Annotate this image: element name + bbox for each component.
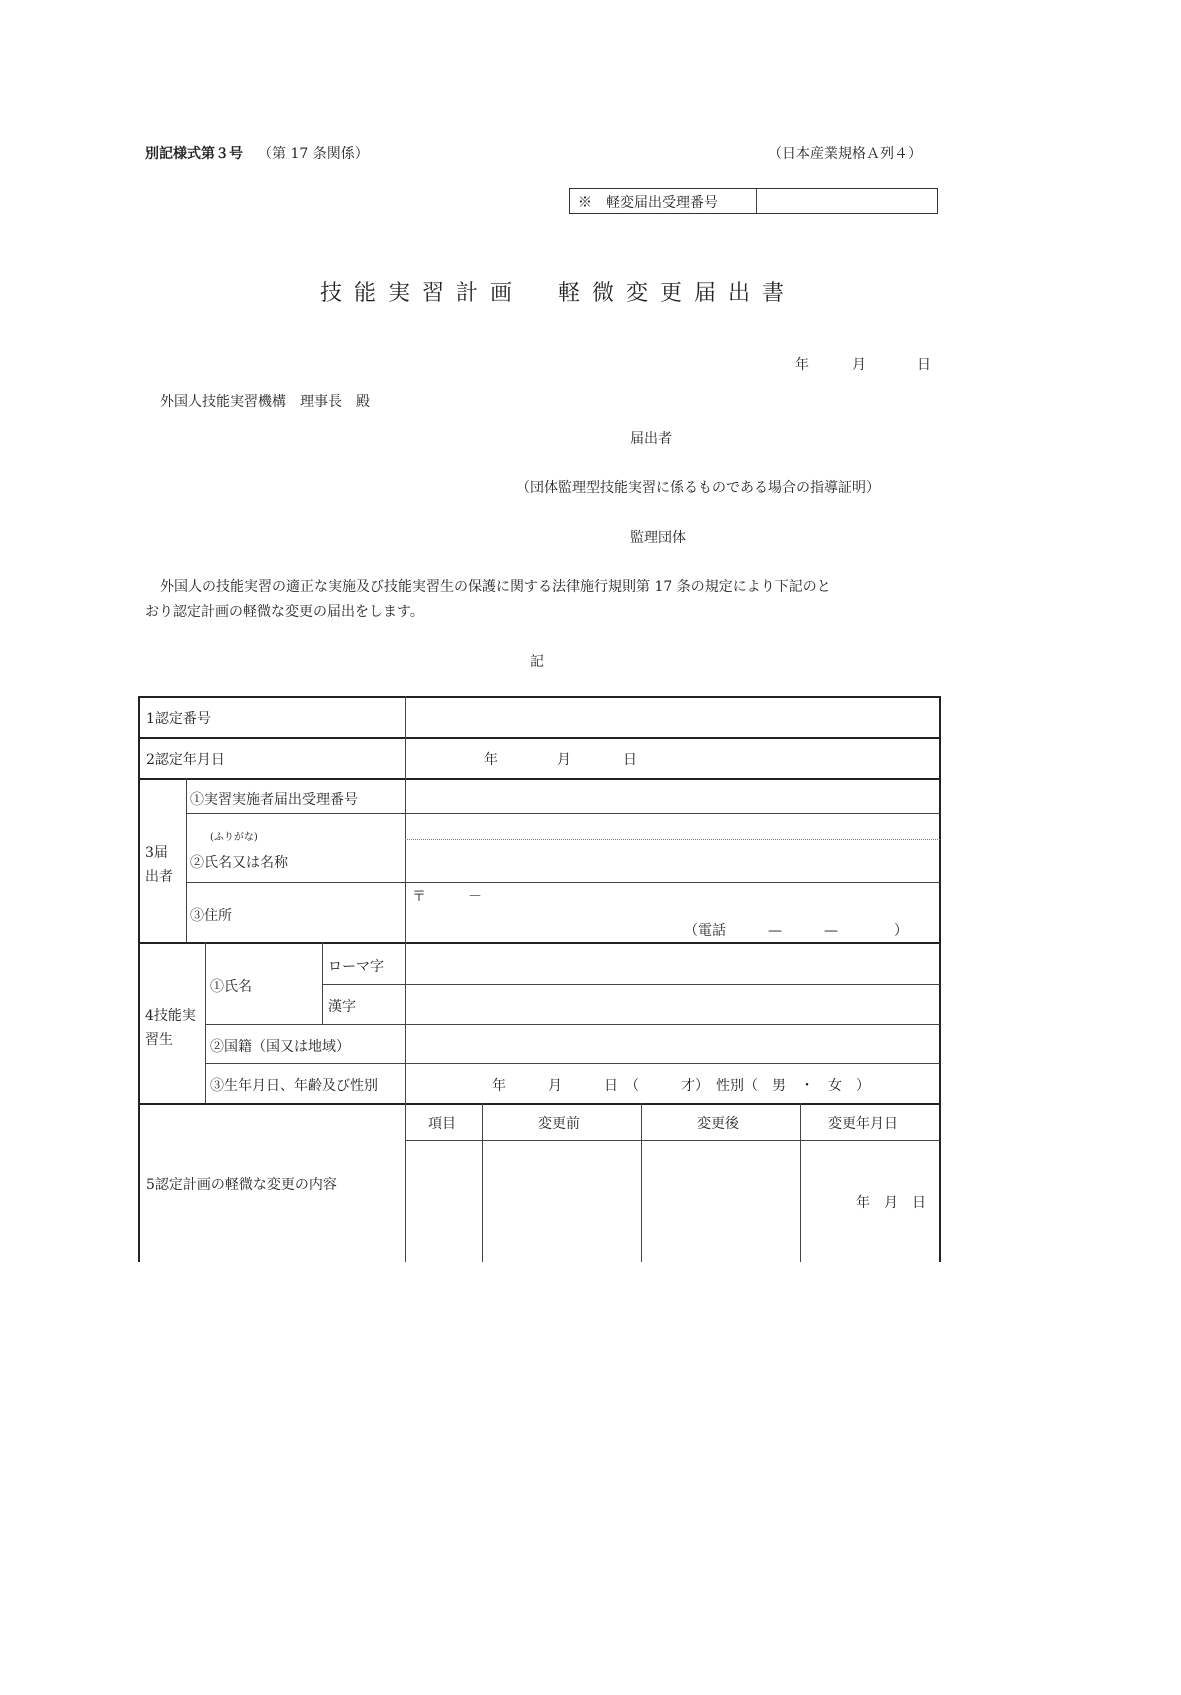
- col-header-change-date: 変更年月日: [828, 1116, 898, 1132]
- cert-date-month: 月: [557, 752, 571, 768]
- document-title: 技能実習計画 軽微変更届出書: [320, 281, 797, 306]
- label-nationality: ②国籍（国又は地域）: [210, 1039, 350, 1055]
- form-number: 別記様式第３号: [145, 146, 243, 162]
- label-kanji: 漢字: [328, 999, 356, 1015]
- cert-date-year: 年: [484, 752, 498, 768]
- postal-code: 〒 －: [412, 889, 482, 905]
- row-label-certification-date: 2認定年月日: [146, 752, 225, 768]
- ki-heading: 記: [530, 654, 544, 670]
- cert-date-day: 日: [623, 752, 637, 768]
- label-trainee-name: ①氏名: [210, 979, 252, 995]
- col-header-item: 項目: [428, 1116, 456, 1132]
- guidance-note: （団体監理型技能実習に係るものである場合の指導証明）: [516, 480, 880, 496]
- paper-size: （日本産業規格Ａ列４）: [768, 146, 922, 162]
- supervising-org-label: 監理団体: [630, 530, 686, 546]
- form-relation: （第 17 条関係）: [258, 146, 369, 162]
- section-label-changes: 5認定計画の軽微な変更の内容: [146, 1177, 337, 1193]
- label-name: ②氏名又は名称: [190, 855, 288, 871]
- phone-line: （電話 — — ）: [684, 923, 908, 939]
- date-day: 日: [917, 357, 931, 373]
- label-birth-age-sex: ③生年月日、年齢及び性別: [210, 1078, 378, 1094]
- label-address: ③住所: [190, 908, 232, 924]
- body-text-line2: おり認定計画の軽微な変更の届出をします。: [145, 604, 424, 620]
- receipt-number-box: [569, 188, 938, 214]
- label-furigana: (ふりがな): [210, 832, 258, 843]
- label-receipt-number: ①実習実施者届出受理番号: [190, 792, 358, 808]
- label-romaji: ローマ字: [328, 959, 384, 975]
- col-header-after: 変更後: [697, 1116, 739, 1132]
- receipt-number-field[interactable]: [758, 189, 936, 213]
- birth-age-sex-values: 年 月 日 （ 才） 性別（ 男 ・ 女 ）: [492, 1078, 870, 1094]
- date-year: 年: [795, 357, 809, 373]
- row-label-certification-number: 1認定番号: [146, 711, 211, 727]
- change-date-value: 年 月 日: [856, 1195, 926, 1211]
- col-header-before: 変更前: [538, 1116, 580, 1132]
- receipt-label: ※ 軽変届出受理番号: [578, 195, 718, 211]
- addressee: 外国人技能実習機構 理事長 殿: [160, 394, 370, 410]
- section-label-trainee: 4技能実習生: [145, 1008, 196, 1048]
- section-label-notifier: 3届出者: [145, 845, 173, 885]
- body-text-line1: 外国人の技能実習の適正な実施及び技能実習生の保護に関する法律施行規則第 17 条の規定により下記のと: [160, 579, 831, 595]
- certification-number-field[interactable]: [407, 698, 937, 736]
- notifier-label: 届出者: [630, 431, 672, 447]
- date-month: 月: [852, 357, 866, 373]
